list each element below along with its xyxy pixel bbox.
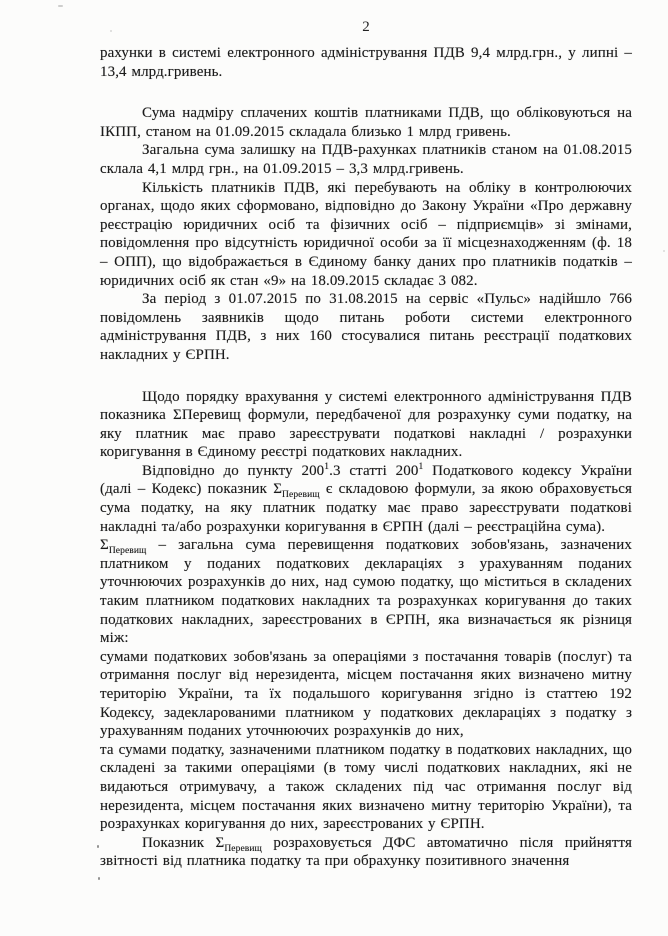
scan-speck (58, 5, 63, 7)
text-run: Щодо порядку врахування у системі електронного адміністрування ПДВ показника ΣПеревищ формули, передбаченої для розрахунку суми податку, на яку платник має право зареєструвати податкові накладні / розрахунки коригування в Єдиному реєстрі податкових накладних. (100, 388, 632, 461)
paragraph (100, 179, 632, 291)
paragraph (100, 141, 632, 178)
document-body (100, 44, 632, 871)
text-run: Σ (100, 537, 109, 554)
scan-speck (110, 30, 112, 32)
scan-speck (663, 250, 665, 252)
paragraph (100, 648, 632, 741)
superscript-text: 1 (418, 461, 424, 472)
text-run: та сумами податку, зазначеними платником податку в податкових накладних, що складені за такими операціями (в тому числі податкових накладних, які не видаються отримувачу, а також складених під час отримання послуг від нерезидента, місцем постачання яких визначено митну територію України), та розрахунках коригування до них, зареєстрованих у ЄРПН. (100, 741, 632, 833)
text-run: Відповідно до пункту 200 (142, 462, 325, 479)
text-run: рахунки в системі електронного адміністрування ПДВ 9,4 млрд.грн., у липні – 13,4 млрд.гривень. (100, 45, 632, 80)
scan-speck (97, 845, 99, 848)
paragraph (100, 741, 632, 834)
text-run: Загальна сума залишку на ПДВ-рахунках платників станом на 01.08.2015 склала 4,1 млрд грн., на 01.09.2015 – 3,3 млрд.гривень. (100, 142, 632, 177)
text-run: сумами податкових зобов'язань за операціями з постачання товарів (послуг) та отримання послуг від нерезидента, місцем постачання яких визначено митну територію України, та їх подальшого коригування згідно із статтею 192 Кодексу, задекларованими платником у податкових деклараціях з податку з урахуванням поданих уточнюючих розрахунків до них, (100, 648, 632, 740)
paragraph (100, 104, 632, 141)
text-run: – загальна сума перевищення податкових зобов'язань, зазначених платником у поданих податкових деклараціях з урахуванням поданих уточнюючих розрахунків до них, над сумою податку, що міститься в складених таким платником податкових накладних та розрахунках коригування до таких податкових накладних, зареєстрованих в ЄРПН, яка визначається як різниця між: (100, 537, 632, 647)
page-number: 2 (362, 19, 370, 35)
paragraph (100, 462, 632, 536)
text-run: Податкового кодексу України (далі – Кодекс) показник Σ (100, 462, 632, 498)
superscript-text: 1 (324, 461, 330, 472)
subscript-text: Перевищ (282, 490, 320, 501)
text-run: .3 статті 200 (329, 462, 419, 479)
paragraph (100, 536, 632, 648)
paragraph (100, 290, 632, 364)
text-run: є складовою формули, за якою обраховується сума податку, на яку платник податку має право зареєструвати податкові накладні та/або розрахунки коригування в ЄРПН (далі – реєстраційна сума). (100, 481, 632, 535)
paragraph (100, 834, 632, 871)
subscript-text: Перевищ (108, 546, 147, 557)
text-run: Сума надміру сплачених коштів платниками ПДВ, що обліковуються на ІКПП, станом на 01.09.2015 складала близько 1 млрд гривень. (100, 105, 632, 140)
scan-speck (98, 877, 100, 880)
text-run: Показник Σ (142, 834, 225, 851)
text-run: розраховується ДФС автоматично після прийняття звітності від платника податку та при обрахунку позитивного значення (100, 834, 632, 870)
paragraph (100, 44, 632, 81)
subscript-text: Перевищ (224, 843, 262, 854)
text-run: Кількість платників ПДВ, які перебувають на обліку в контролюючих органах, щодо яких сформовано, відповідно до Закону України «Про державну реєстрацію юридичних осіб та фізичних осіб – підприємців» зі змінами, повідомлення про відсутність юридичної особи за її місцезнаходженням (ф. 18 – ОПП), що відображається в Єдиному банку даних про платників податків – юридичних осіб як стан «9» на 18.09.2015 складає 3 082. (100, 179, 632, 289)
text-run: За період з 01.07.2015 по 31.08.2015 на сервіс «Пульс» надійшло 766 повідомлень заявників щодо питань роботи системи електронного адміністрування ПДВ, з них 160 стосувалися питань реєстрації податкових накладних у ЄРПН. (100, 291, 632, 363)
paragraph (100, 388, 632, 462)
